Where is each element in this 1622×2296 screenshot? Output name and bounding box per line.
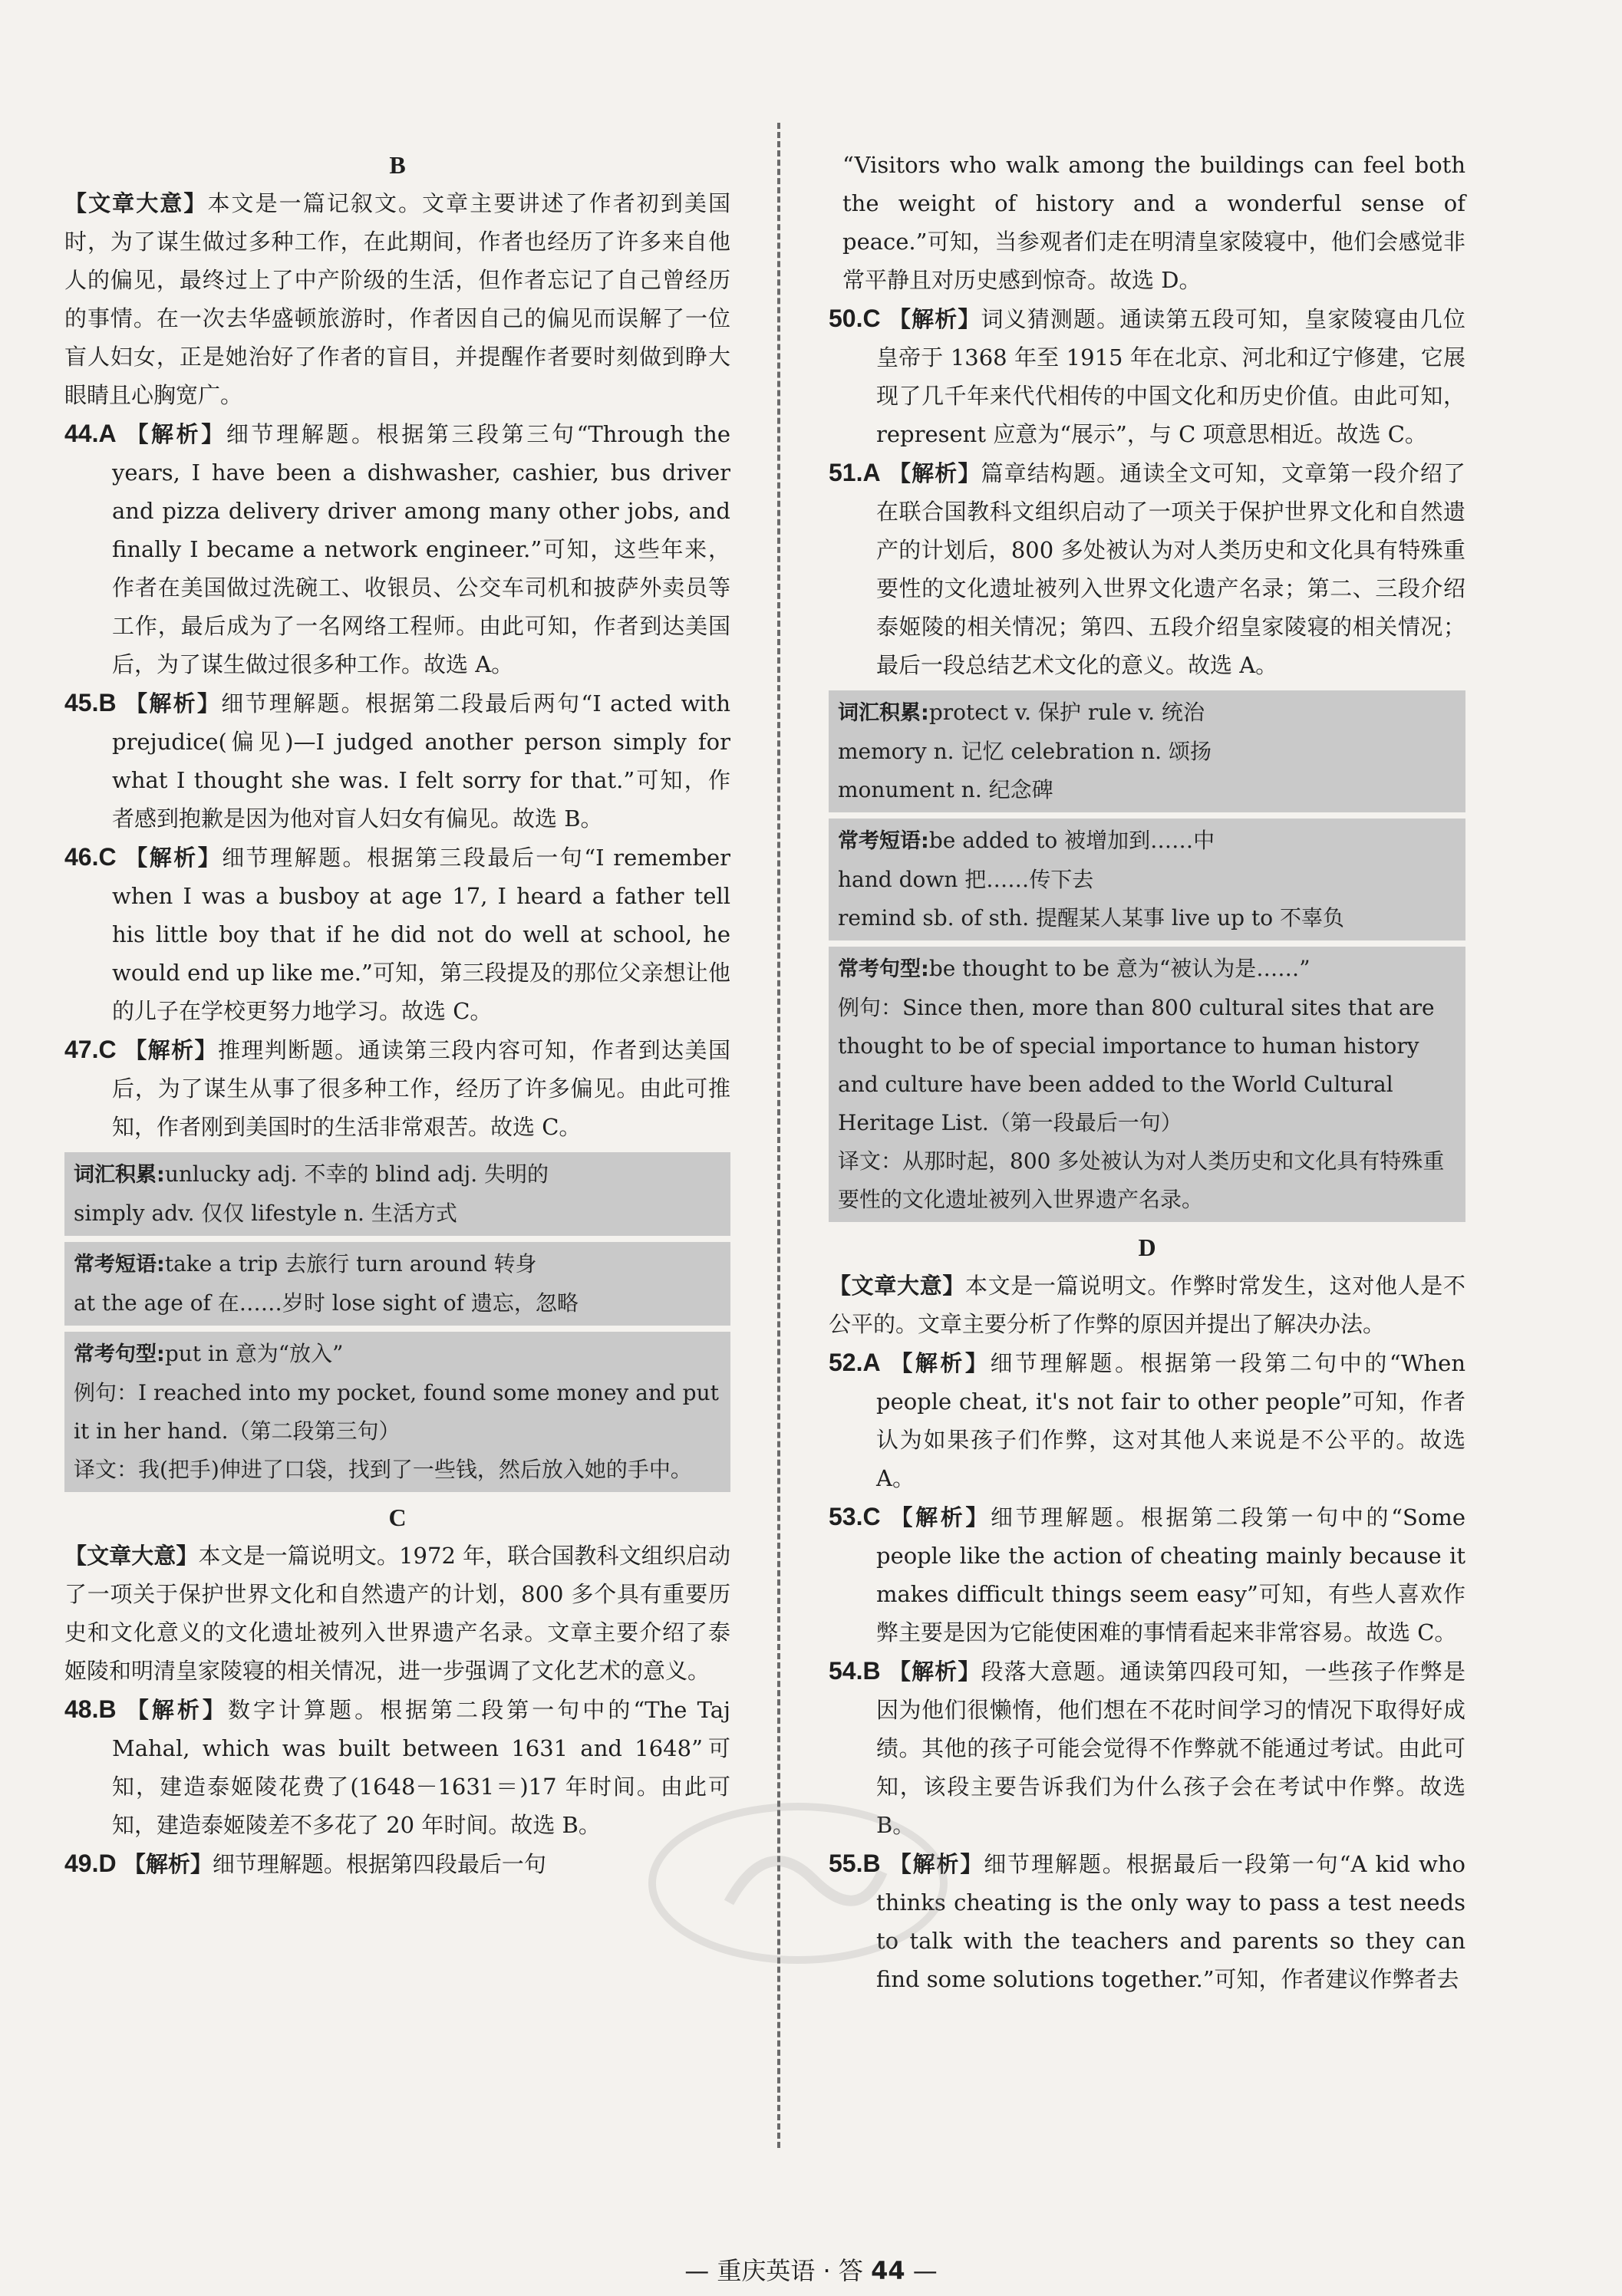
- answer-54: 54.B 【解析】段落大意题。通读第四段可知，一些孩子作弊是因为他们很懒惰，他们想在不花时间学习的情况下取得好成绩。其他的孩子可能会觉得不作弊就不能通过考试。由此可知，该段主要告诉我们为什么孩子会在考试中作弊。故选 B。: [829, 1657, 1465, 1838]
- watermark-logo: [637, 1787, 959, 1979]
- answer-47: 47.C 【解析】推理判断题。通读第三段内容可知，作者到达美国后，为了谋生从事了很多种工作，经历了许多偏见。由此可推知，作者刚到美国时的生活非常艰苦。故选 C。: [64, 1036, 730, 1140]
- answer-51: 51.A 【解析】篇章结构题。通读全文可知，文章第一段介绍了在联合国教科文组织启动了一项关于保护世界文化和自然遗产的计划后，800 多处被认为对人类历史和文化具有特殊重要性的文化遗址被列入世界文化遗产名录；第二、三段介绍泰姬陵的相关情况；第四、五段介绍皇家陵寝的相关情况；最后一段总结艺术文化的意义。故选 A。: [829, 459, 1465, 678]
- section-c-heading: C: [388, 1504, 407, 1531]
- vocab-box-b: 词汇积累:unlucky adj. 不幸的 blind adj. 失明的 simply adv. 仅仅 lifestyle n. 生活方式: [64, 1152, 730, 1236]
- answer-46: 46.C 【解析】细节理解题。根据第三段最后一句“I remember when I was a busboy at age 17, I heard a father tell his little boy that if he did not do well at school, he would end up like me.”可知，第三段提及的那位父亲想让他的儿子在学校更努力地学习。故选 C。: [64, 843, 730, 1024]
- section-c-summary: 【文章大意】本文是一篇说明文。1972 年，联合国教科文组织启动了一项关于保护世界文化和自然遗产的计划，800 多个具有重要历史和文化意义的文化遗址被列入世界遗产名录。文章主要介绍了泰姬陵和明清皇家陵寝的相关情况，进一步强调了文化艺术的意义。: [64, 1543, 730, 1684]
- answer-49-continued: “Visitors who walk among the buildings can feel both the weight of history and a wonderful sense of peace.”可知，当参观者们走在明清皇家陵寝中，他们会感觉非常平静且对历史感到惊奇。故选 D。: [842, 152, 1465, 293]
- section-d-heading: D: [1138, 1234, 1156, 1261]
- answer-55: 55.B 【解析】细节理解题。根据最后一段第一句“A kid who thinks cheating is the only way to pass a test needs to talk with the teachers and parents so they can find some solutions together.”可知，作者建议作弊者去: [829, 1850, 1465, 1992]
- answer-49: 49.D 【解析】细节理解题。根据第四段最后一句: [64, 1850, 546, 1877]
- sentence-box-c: 常考句型:be thought to be 意为“被认为是……” 例句：Since then, more than 800 cultural sites that are thought to be of special importance to human history and culture have been added to the World Cultural Heritage List.（第一段最后一句） 译文：从那时起，800 多处被认为对人类历史和文化具有特殊重要性的文化遗址被列入世界遗产名录。: [829, 947, 1465, 1222]
- section-b-heading: B: [389, 151, 406, 179]
- answer-52: 52.A 【解析】细节理解题。根据第一段第二句中的“When people cheat, it's not fair to other people”可知，作者认为如果孩子们作弊，这对其他人来说是不公平的。故选 A。: [829, 1349, 1465, 1491]
- answer-48: 48.B 【解析】数字计算题。根据第二段第一句中的“The Taj Mahal, which was built between 1631 and 1648”可知，建造泰姬陵花费了(1648－1631＝)17 年时间。由此可知，建造泰姬陵差不多花了 20 年时间。故选 B。: [64, 1695, 730, 1838]
- page-number: 44: [871, 2256, 905, 2285]
- vocab-box-c: 词汇积累:protect v. 保护 rule v. 统治 memory n. 记忆 celebration n. 颂扬 monument n. 纪念碑: [829, 690, 1465, 812]
- page-footer: — 重庆英语 · 答 44 —: [684, 2256, 938, 2285]
- sentence-box-b: 常考句型:put in 意为“放入” 例句：I reached into my pocket, found some money and put it in her hand.（第二段第三句） 译文：我(把手)伸进了口袋，找到了一些钱，然后放入她的手中。: [64, 1332, 730, 1492]
- answer-53: 53.C 【解析】细节理解题。根据第二段第一句中的“Some people like the action of cheating mainly because it makes difficult things seem easy”可知，有些人喜欢作弊主要是因为它能使困难的事情看起来非常容易。故选 C。: [829, 1503, 1465, 1645]
- answer-50: 50.C 【解析】词义猜测题。通读第五段可知，皇家陵寝由几位皇帝于 1368 年至 1915 年在北京、河北和辽宁修建，它展现了几千年来代代相传的中国文化和历史价值。由此可知，represent 应意为“展示”，与 C 项意思相近。故选 C。: [829, 305, 1465, 447]
- left-column: [64, 146, 730, 1883]
- section-d-summary: 【文章大意】本文是一篇说明文。作弊时常发生，这对他人是不公平的。文章主要分析了作弊的原因并提出了解决办法。: [829, 1273, 1465, 1337]
- phrase-box-c: 常考短语:be added to 被增加到……中 hand down 把……传下去 remind sb. of sth. 提醒某人某事 live up to 不辜负: [829, 819, 1465, 940]
- answer-45: 45.B 【解析】细节理解题。根据第二段最后两句“I acted with prejudice(偏见)—I judged another person simply for what I thought she was. I felt sorry for that.”可知，作者感到抱歉是因为他对盲人妇女有偏见。故选 B。: [64, 689, 730, 832]
- phrase-box-b: 常考短语:take a trip 去旅行 turn around 转身 at the age of 在……岁时 lose sight of 遗忘，忽略: [64, 1242, 730, 1326]
- right-column: [829, 146, 1465, 1998]
- answer-44: 44.A 【解析】细节理解题。根据第三段第三句“Through the years, I have been a dishwasher, cashier, bus driver and pizza delivery driver among many other jobs, and finally I became a network engineer.”可知，这些年来，作者在美国做过洗碗工、收银员、公交车司机和披萨外卖员等工作，最后成为了一名网络工程师。由此可知，作者到达美国后，为了谋生做过很多种工作。故选 A。: [64, 420, 730, 677]
- section-b-summary: 【文章大意】本文是一篇记叙文。文章主要讲述了作者初到美国时，为了谋生做过多种工作，在此期间，作者也经历了许多来自他人的偏见，最终过上了中产阶级的生活，但作者忘记了自己曾经历的事情。在一次去华盛顿旅游时，作者因自己的偏见而误解了一位盲人妇女，正是她治好了作者的盲目，并提醒作者要时刻做到睁大眼睛且心胸宽广。: [64, 190, 730, 408]
